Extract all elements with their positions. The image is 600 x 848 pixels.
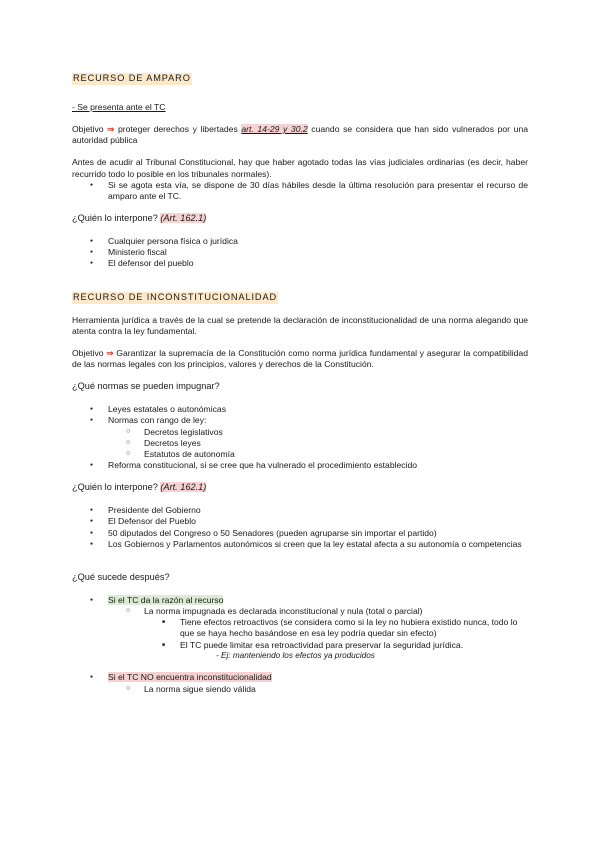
incons-normas-q: ¿Qué normas se pueden impugnar? [72,381,220,392]
sub-sub-list-item: ■ Tiene efectos retroactivos (se considera como si la ley no hubiera existido nunca, todo lo que se haya hecho basándose en esa ley podría quedar sin efecto) [72,617,528,639]
arrow-icon: ⇒ [107,124,115,135]
example-line: - Ej: manteniendo los efectos ya producidos [216,650,375,660]
incons-no-list [72,672,528,694]
amparo-quien [72,213,528,225]
objetivo-label: Objetivo [72,347,107,358]
list-item-si [72,595,528,606]
article-reference: art. 14-29 y 30.2 [241,124,308,135]
presenta-line [72,102,528,113]
list-item: ● Leyes estatales o autonómicas [72,404,528,415]
question-text: ¿Quién lo interpone? [72,213,161,224]
list-item: ● 50 diputados del Congreso o 50 Senadores (pueden agruparse sin importar el partido) [72,528,528,539]
arrow-icon: ⇒ [106,347,114,358]
highlight-green: Si el TC da la razón al recurso [108,594,224,605]
incons-normas-list [72,404,528,471]
sub-list-item: ○ Estatutos de autonomía [72,449,528,460]
amparo-quien-list [72,236,528,270]
list-item: ● El Defensor del Pueblo [72,516,528,527]
presenta-text: - Se presenta ante el TC [72,101,166,112]
amparo-bullets [72,180,528,202]
list-item: ● Si se agota esta vía, se dispone de 30 días hábiles desde la última resolución para presentar el recurso de amparo ante el TC. [72,180,528,202]
section-title-amparo [72,73,528,85]
objetivo-text-2: cuando se considera que han sido vulnerados por una autoridad pública [72,124,528,146]
article-reference: (Art. 162.1) [160,213,207,224]
incons-herramienta: Herramienta jurídica a través de la cual se pretende la declaración de inconstitucionalidad de una norma alegando que atenta contra la ley fundamental. [72,314,528,336]
incons-quien [72,482,528,494]
list-item: ● Normas con rango de ley: [72,415,528,426]
list-item-no [72,672,528,683]
objetivo-label: Objetivo [72,124,108,135]
incons-objetivo [72,348,528,370]
highlight-red: Si el TC NO encuentra inconstitucionalidad [108,672,272,683]
sub-list-item: ○ La norma impugnada es declarada inconstitucional y nula (total o parcial) [72,606,528,617]
document-page [72,72,528,695]
list-item: ● Reforma constitucional, si se cree que ha vulnerado el procedimiento establecido [72,460,528,471]
list-item: ● Los Gobiernos y Parlamentos autonómicos si creen que la ley estatal afecta a su autonomía o competencias [72,539,528,550]
amparo-objetivo [72,124,528,146]
list-item: ● Ministerio fiscal [72,247,528,258]
section-title-inconstitucionalidad [72,292,528,304]
sub-list-item: ○ La norma sigue siendo válida [72,684,528,695]
objetivo-text-1: proteger derechos y libertades [114,124,242,135]
list-item: ● Cualquier persona física o jurídica [72,236,528,247]
incons-despues-list [72,595,528,651]
list-item: ● Presidente del Gobierno [72,505,528,516]
sub-list-item: ○ Decretos leyes [72,438,528,449]
article-reference: (Art. 162.1) [160,482,207,493]
title-text: RECURSO DE AMPARO [73,73,191,83]
incons-despues-q: ¿Qué sucede después? [72,571,170,582]
objetivo-text: Garantizar la supremacía de la Constitución como norma jurídica fundamental y asegurar la compatibilidad de las normas legales con los principios, valores y derechos de la Constitución. [72,347,528,370]
question-text: ¿Quién lo interpone? [72,482,161,493]
incons-quien-list [72,505,528,550]
list-item: ● El defensor del pueblo [72,258,528,269]
sub-list-item: ○ Decretos legislativos [72,427,528,438]
amparo-antes: Antes de acudir al Tribunal Constitucional, hay que haber agotado todas las vías judiciales ordinarias (es decir, haber recurrido todo lo posible en los tribunales normales). [72,157,528,179]
title-text: RECURSO DE INCONSTITUCIONALIDAD [73,291,278,302]
sub-sub-list-item: ■ El TC puede limitar esa retroactividad para preservar la seguridad jurídica. [72,640,528,651]
